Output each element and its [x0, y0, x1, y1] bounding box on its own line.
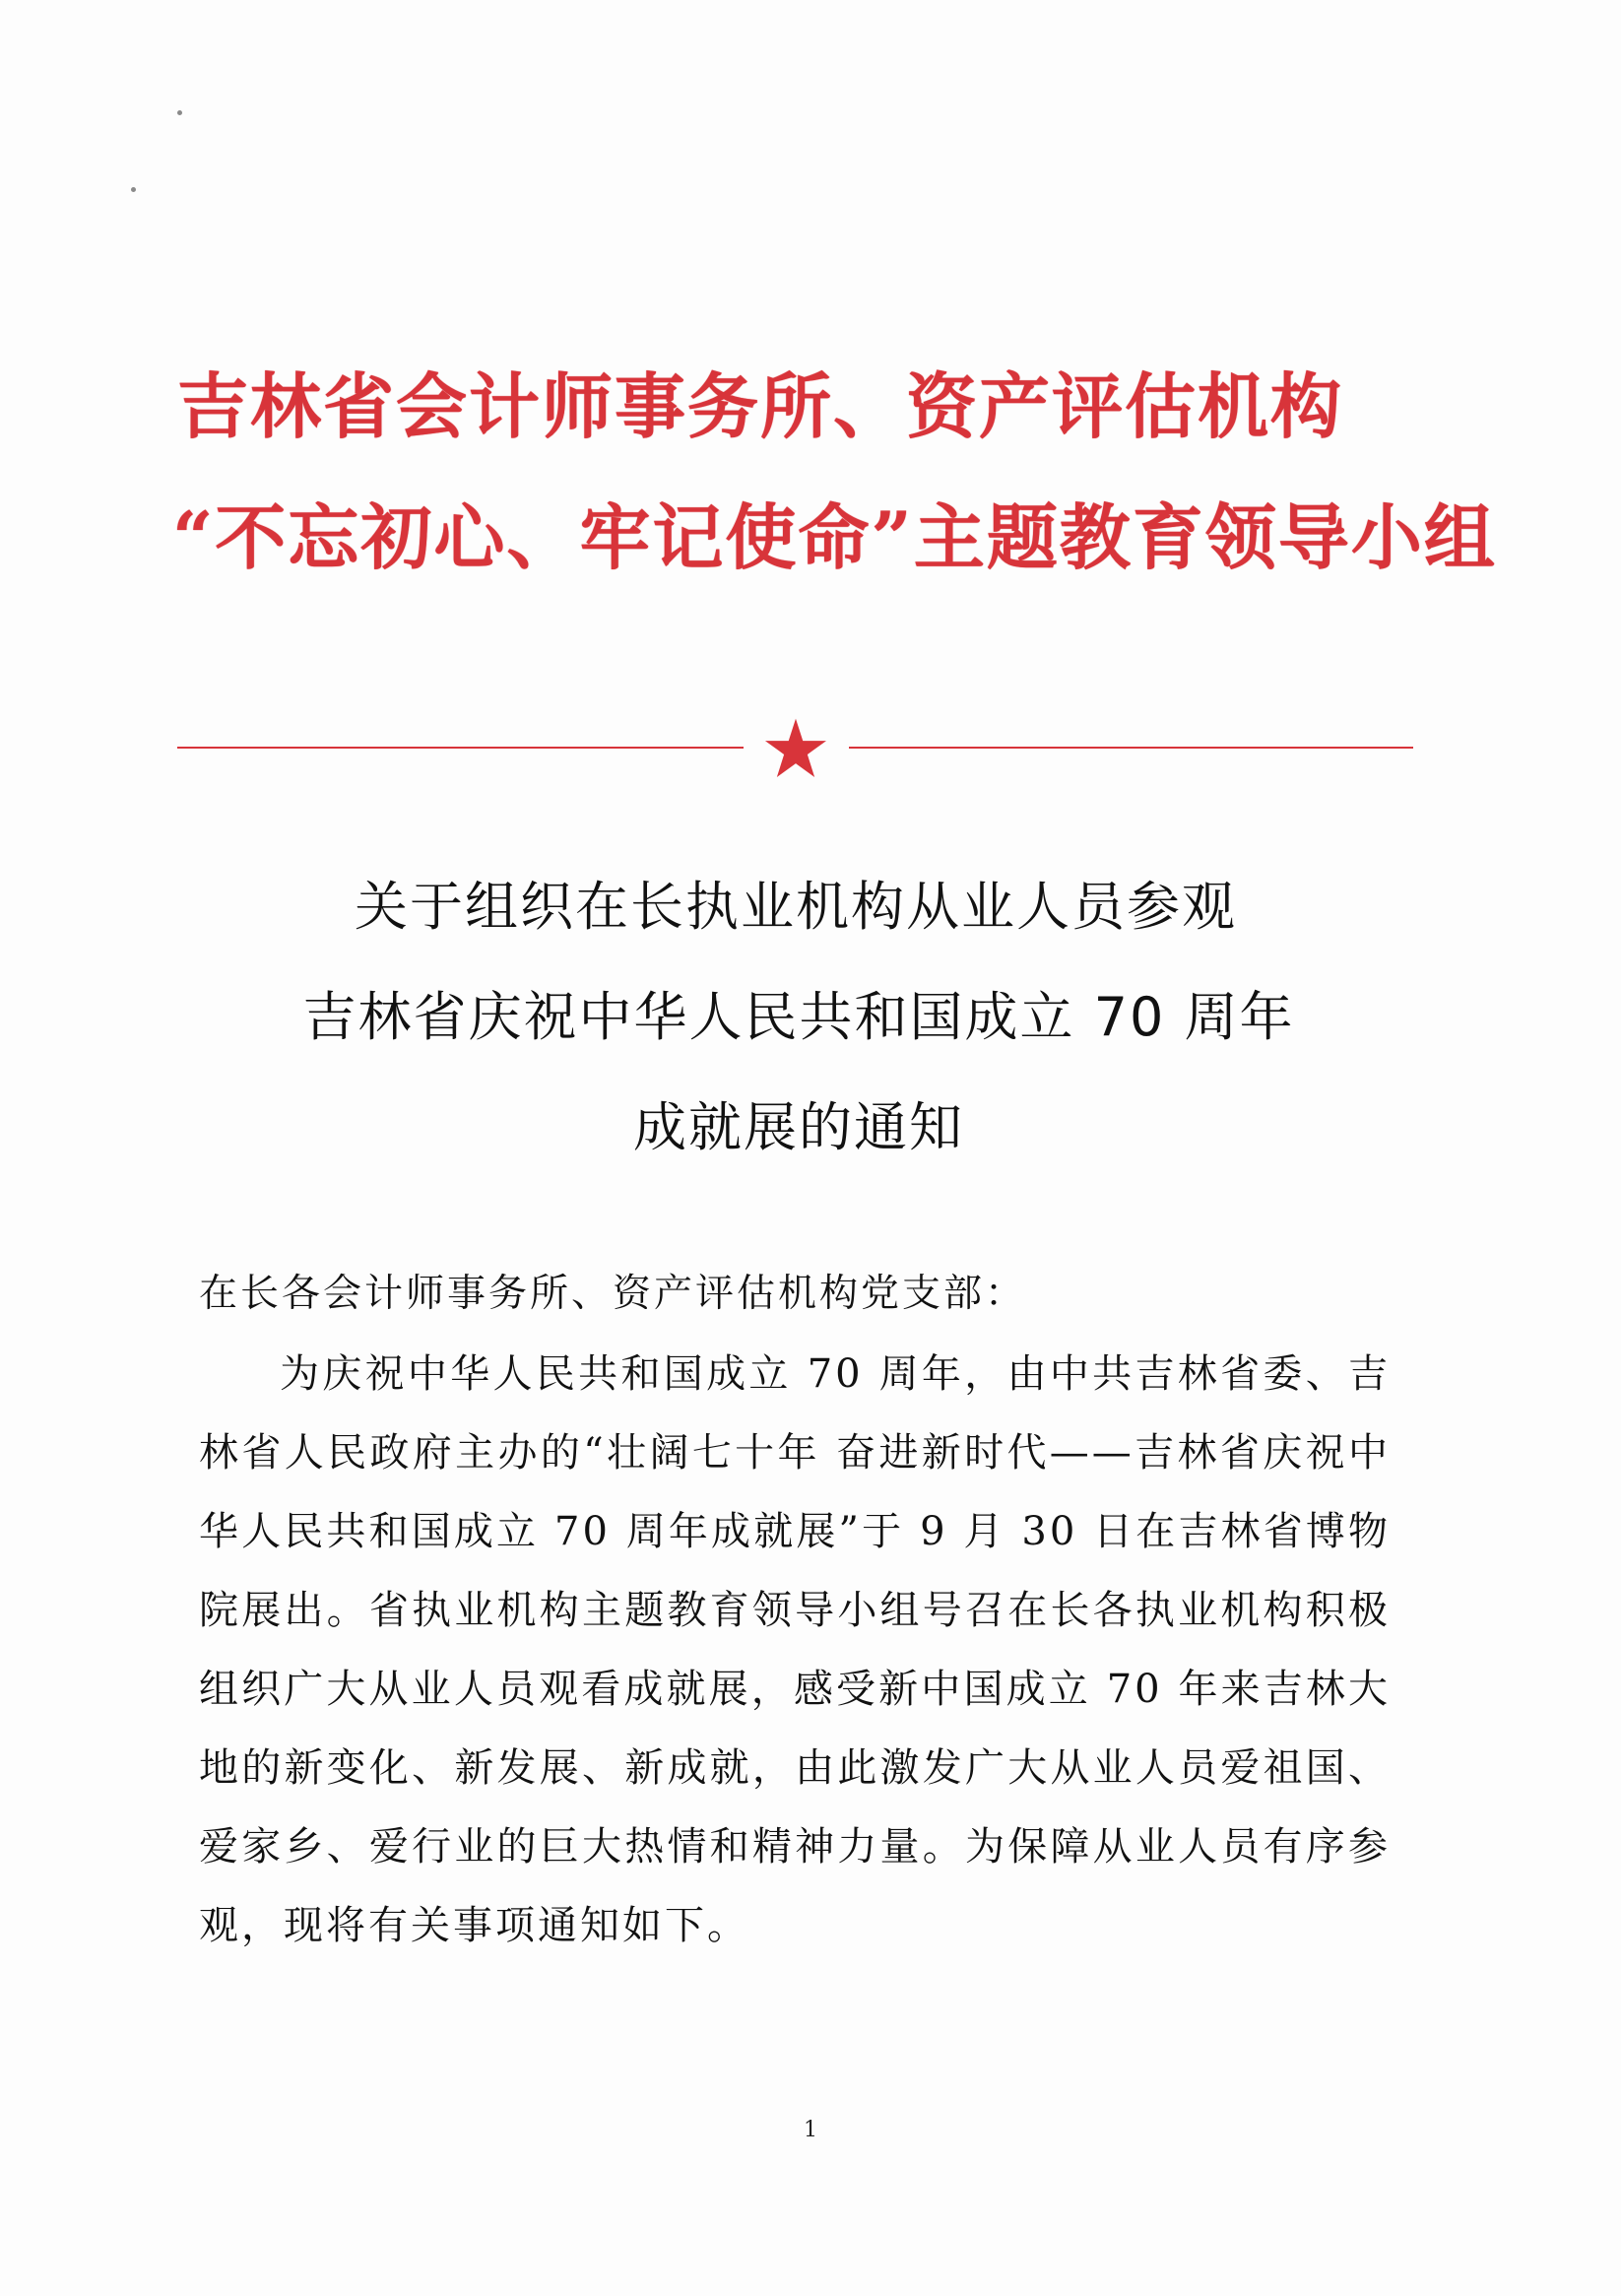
red-divider-left: [177, 747, 744, 749]
salutation: 在长各会计师事务所、资产评估机构党支部：: [199, 1272, 1027, 1316]
scan-speck: [177, 110, 182, 115]
issuing-organization-line2: “不忘初心、牢记使命”主题教育领导小组: [172, 495, 1497, 579]
document-title-line3: 成就展的通知: [633, 1096, 964, 1158]
document-title-line2: 吉林省庆祝中华人民共和国成立 70 周年: [302, 986, 1295, 1048]
body-paragraph: 为庆祝中华人民共和国成立 70 周年，由中共吉林省委、吉林省人民政府主办的“壮阔七十年 奋进新时代——吉林省庆祝中华人民共和国成立 70 周年成就展”于 9 月 30 日在吉林省博物院展出。省执业机构主题教育领导小组号召在长各执业机构积极组织广大从业人员观看成就展，感受新中国成立 70 年来吉林大地的新变化、新发展、新成就，由此激发广大从业人员爱祖国、爱家乡、爱行业的巨大热情和精神力量。为保障从业人员有序参观，现将有关事项通知如下。: [199, 1351, 1391, 1948]
star-icon: [763, 717, 828, 780]
page-number: 1: [804, 2118, 817, 2142]
scan-speck: [131, 187, 136, 192]
document-title-line1: 关于组织在长执业机构从业人员参观: [355, 876, 1237, 938]
issuing-organization-line1: 吉林省会计师事务所、资产评估机构: [177, 364, 1344, 448]
red-divider-right: [849, 747, 1413, 749]
